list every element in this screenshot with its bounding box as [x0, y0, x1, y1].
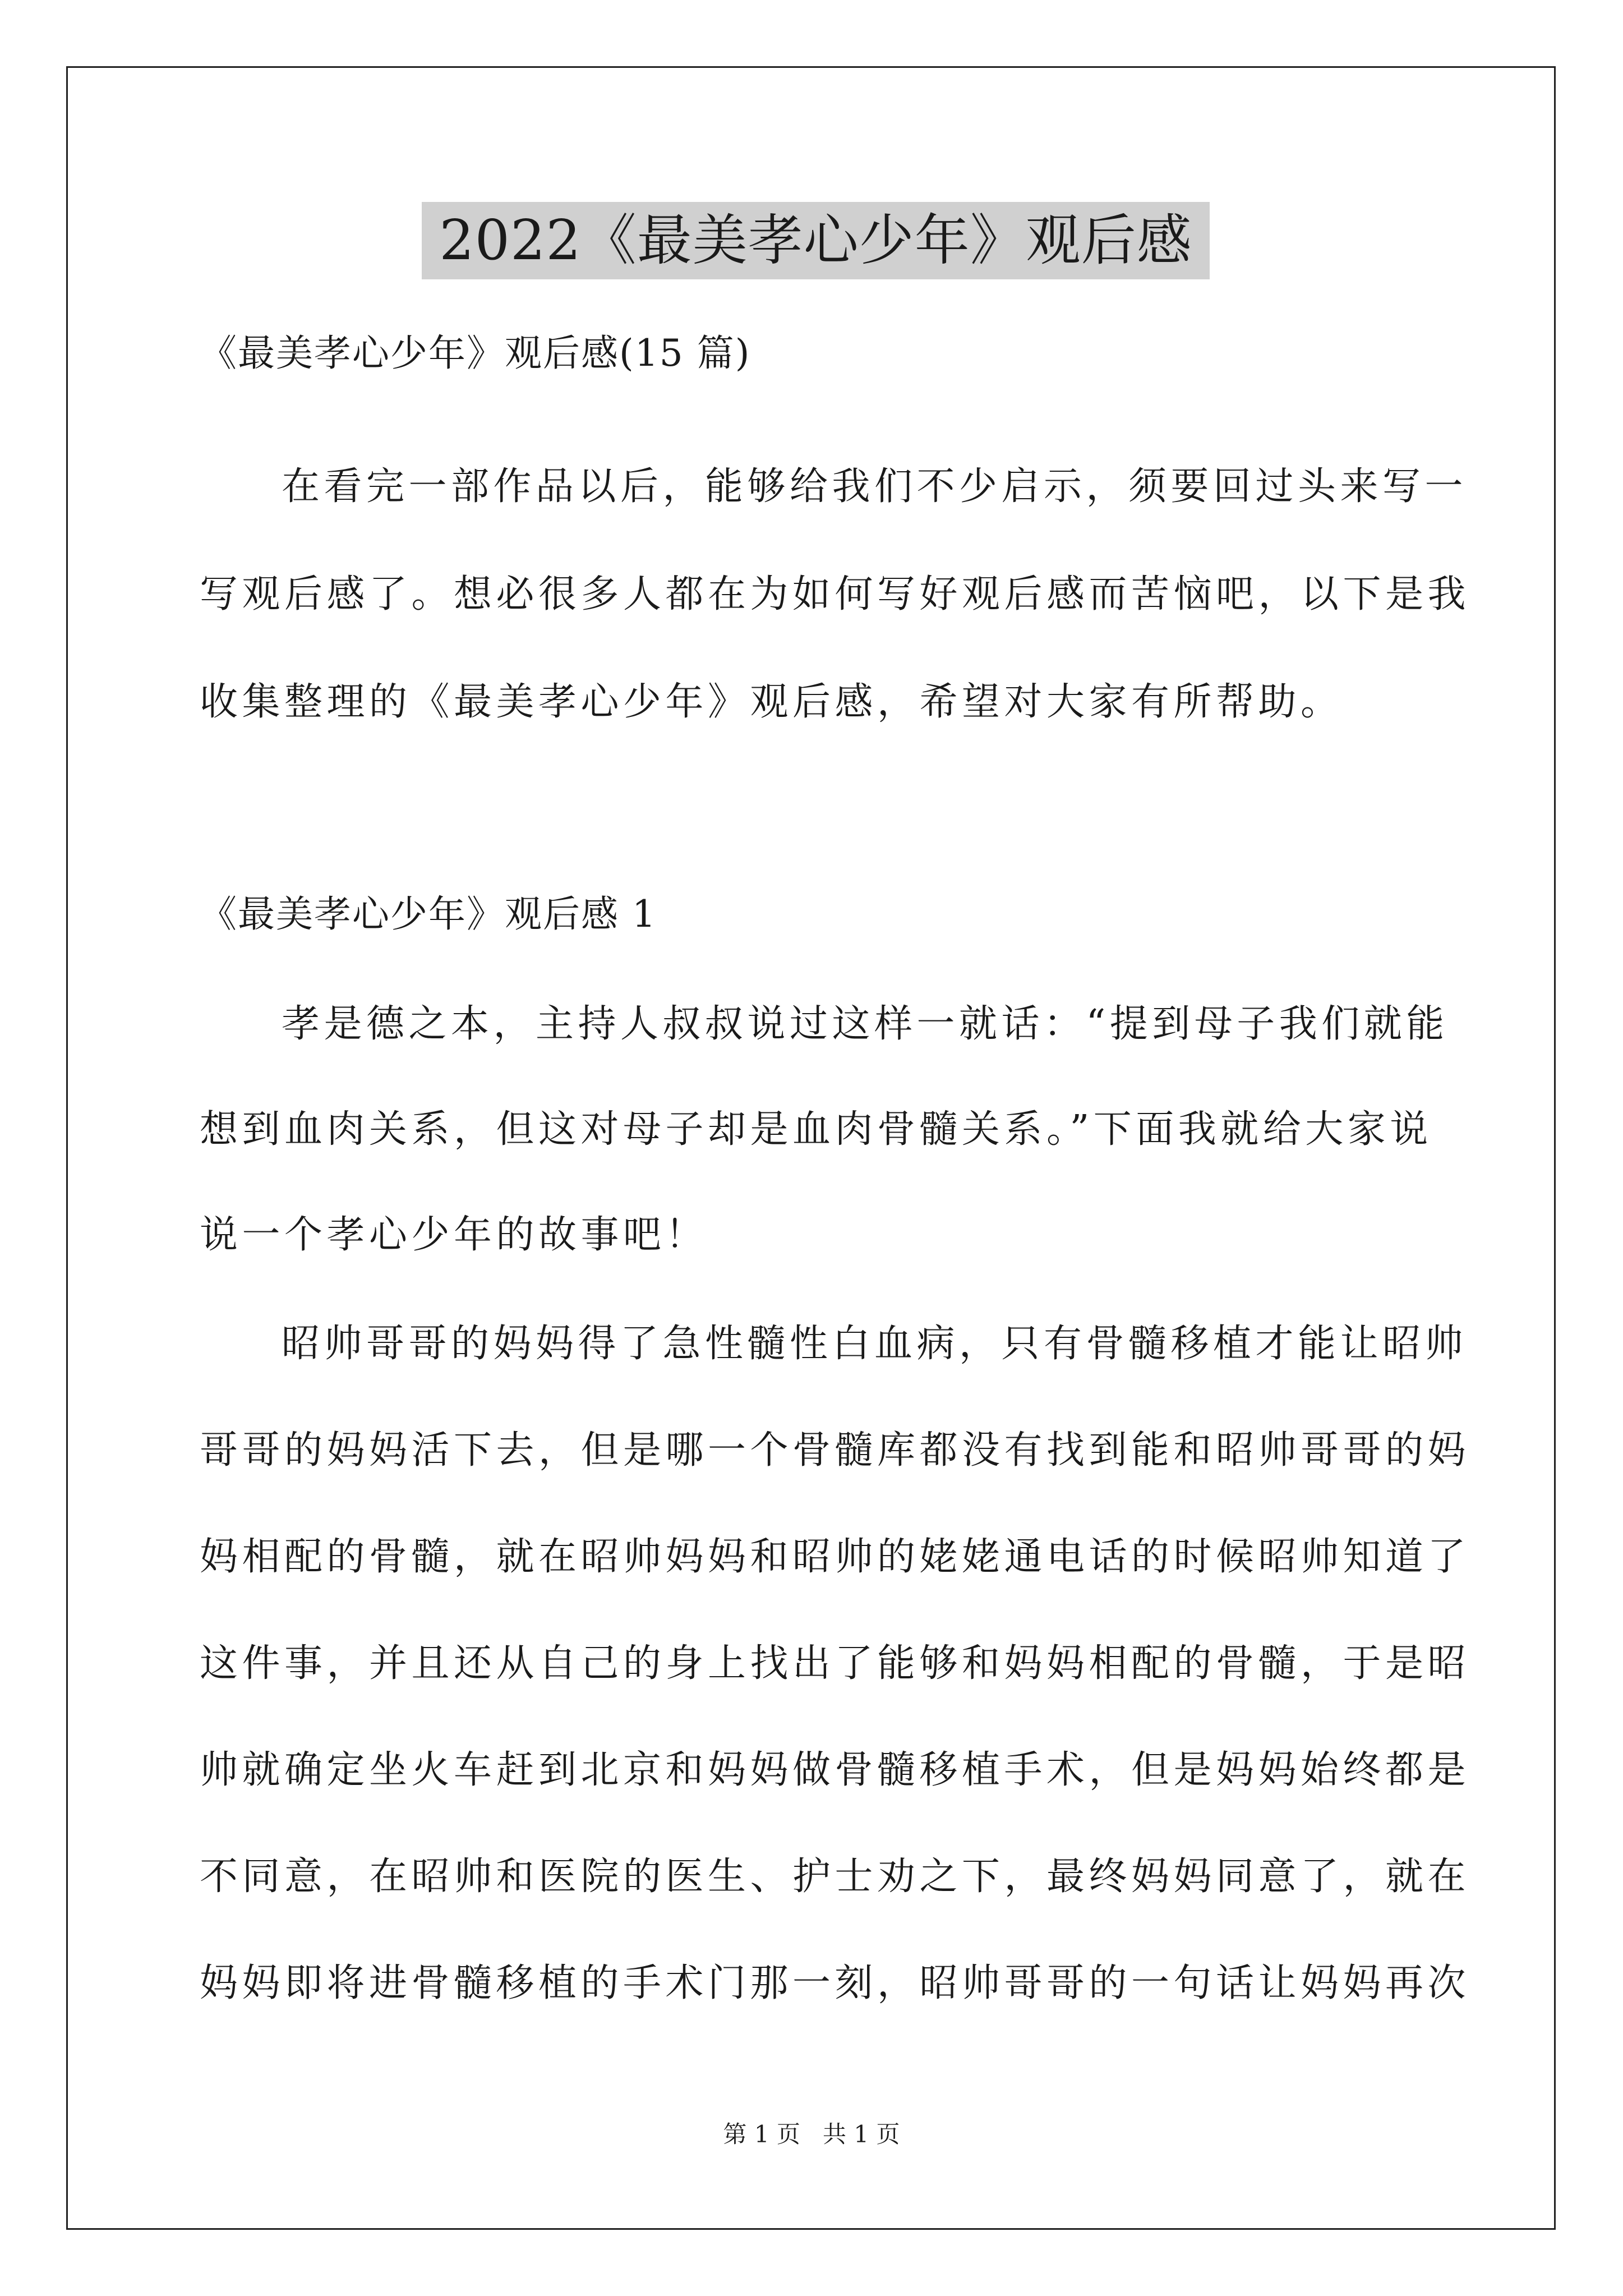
intro-line: 在看完一部作品以后，能够给我们不少启示，须要回过头来写一 — [282, 464, 1468, 509]
paragraph-line: 孝是德之本，主持人叔叔说过这样一就话：“提到母子我们就能 — [282, 1002, 1449, 1046]
paragraph-line: 说一个孝心少年的故事吧！ — [200, 1213, 708, 1257]
paragraph-line: 昭帅哥哥的妈妈得了急性髓性白血病，只有骨髓移植才能让昭帅 — [282, 1322, 1468, 1366]
paragraph-line: 这件事，并且还从自己的身上找出了能够和妈妈相配的骨髓，于是昭 — [200, 1641, 1470, 1686]
intro-line: 收集整理的《最美孝心少年》观后感，希望对大家有所帮助。 — [200, 680, 1343, 724]
paragraph-line: 帅就确定坐火车赶到北京和妈妈做骨髓移植手术，但是妈妈始终都是 — [200, 1748, 1470, 1792]
subtitle: 《最美孝心少年》观后感(15 篇) — [200, 332, 751, 375]
document-title: 2022《最美孝心少年》观后感 — [422, 202, 1210, 279]
paragraph-line: 哥哥的妈妈活下去，但是哪一个骨髓库都没有找到能和昭帅哥哥的妈 — [200, 1428, 1470, 1473]
paragraph-line: 妈相配的骨髓，就在昭帅妈妈和昭帅的姥姥通电话的时候昭帅知道了 — [200, 1535, 1470, 1579]
page-footer: 第 1 页 共 1 页 — [723, 2120, 900, 2148]
paragraph-line: 妈妈即将进骨髓移植的手术门那一刻，昭帅哥哥的一句话让妈妈再次 — [200, 1961, 1470, 2005]
section-heading: 《最美孝心少年》观后感 1 — [200, 892, 657, 936]
intro-line: 写观后感了。想必很多人都在为如何写好观后感而苦恼吧，以下是我 — [200, 572, 1470, 616]
paragraph-line: 不同意，在昭帅和医院的医生、护士劝之下，最终妈妈同意了，就在 — [200, 1855, 1470, 1899]
paragraph-line: 想到血肉关系，但这对母子却是血肉骨髓关系。”下面我就给大家说 — [200, 1107, 1432, 1152]
